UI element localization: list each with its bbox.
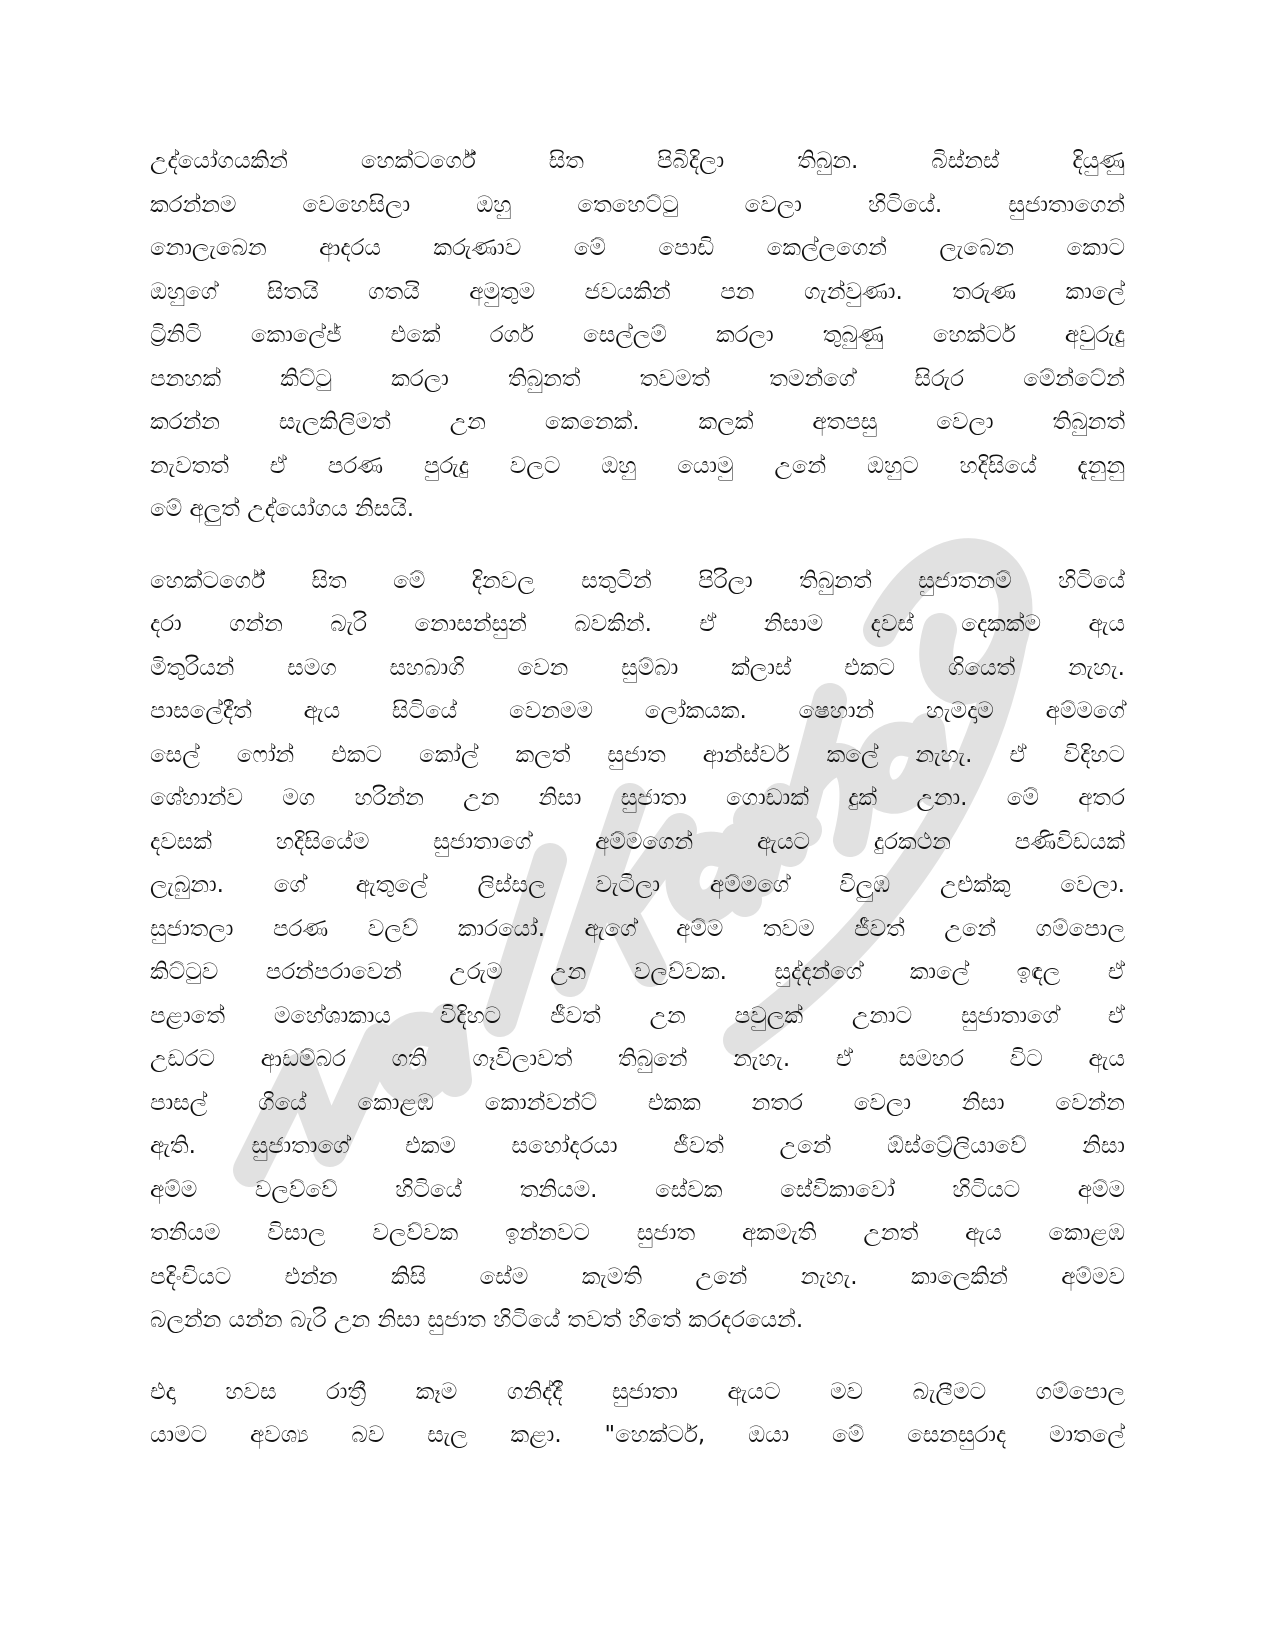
text-line: පදිංචියට එන්න කිසි සේම කැමති උනේ නැහැ. කාලෙකින් අම්මව <box>150 1263 1125 1290</box>
text-line: කිට්ටුව පරන්පරාවෙන් උරුම උන වලව්වක. සුද්දන්ගේ කාලේ ඉඳල ඒ <box>150 959 1125 985</box>
text-line: කරන්න සැලකිලිමත් උන කෙනෙක්. කලක් අතපසු වෙලා තිබුනත් <box>150 409 1125 435</box>
text-line: එදා හවස රාත්‍රී කෑම ගනිද්දී සුජාතා ඇයට මව බැලීමට ගම්පොල <box>150 1378 1125 1405</box>
text-line: සෙල් ෆෝන් එකට කෝල් කලත් සුජාත ආන්ස්වර් කලේ නැහැ. ඒ විදිහට <box>150 741 1125 768</box>
text-line: ලැබුනා. ගේ ඇතුලේ ලිස්සල වැටිලා අම්මගේ විලුඹ උළුක්කු වෙලා. <box>150 872 1125 898</box>
paragraph-3 <box>150 1371 1125 1458</box>
text-line: උඩරට ආඩම්බර ගති ගෑවිලාවත් තිබුනේ නැහැ. ඒ සමහර විට ඇය <box>150 1046 1125 1072</box>
paragraph-1 <box>150 140 1125 532</box>
document-page <box>150 140 1125 1486</box>
text-line: ට්‍රිනිටි කොලේජ් එකේ රගර් සෙල්ලම් කරලා තුබුණු හෙක්ටර් අවුරුදු <box>150 322 1125 348</box>
text-line: දරා ගන්න බැරි නොසන්සුන් බවකින්. ඒ නිසාම දවස් දෙකක්ම ඇය <box>150 611 1125 637</box>
text-line: අම්ම වලව්වේ හිටියේ තනියම. සේවක සේවිකාවෝ හිටියට අම්ම <box>150 1176 1125 1203</box>
text-line: බලන්න යන්න බැරි උන නිසා සුජාත හිටියේ තවත් හිතේ කරදරයෙන්. <box>150 1307 804 1333</box>
text-line: නොලැබෙන ආදරය කරුණාව මේ පොඩි කෙල්ලගෙන් ලැබෙන කොට <box>150 235 1125 261</box>
text-line: නැවතත් ඒ පරණ පුරුදු වලට ඔහු යොමු උනේ ඔහුට හදිසියේ දැනුනු <box>150 452 1125 479</box>
text-line: පනහක් කිට්ටු කරලා තිබුනත් තවමත් තමන්ගේ සිරුර මේන්ටේන් <box>150 365 1125 392</box>
text-line: තනියම විසාල වලව්වක ඉන්නවට සුජාත අකමැති උනත් ඇය කොළඹ <box>150 1220 1125 1246</box>
text-line: මේ අලුත් උද්යෝගය නිසයි. <box>150 496 415 522</box>
text-line: දවසක් හදිසියේම සුජාතාගේ අම්මගෙන් ඇයට දුරකථන පණිවිඩයක් <box>150 828 1125 855</box>
text-line: ඔහුගේ සිතයි ගතයි අමුතුම ජවයකින් පන ගැන්වුණා. තරුණ කාලේ <box>150 278 1125 305</box>
text-line: යාමට අවශ්‍ය බව සැල කළා. "හෙක්ටර්, ඔයා මේ සෙනසුරාද මාතලේ <box>150 1422 1125 1448</box>
text-line: පළාතේ මහේශාකාය විදිහට ජීවත් උන පවුලක් උනාට සුජාතාගේ ඒ <box>150 1002 1125 1029</box>
text-line: ශේහාන්ව මග හරින්න උන නිසා සුජාතා ගොඩාක් දුක් උනා. මේ අතර <box>150 785 1125 811</box>
text-line: ඇති. සුජාතාගේ එකම සහෝදරයා ජීවත් උනේ ඕස්ට්‍රේලියාවේ නිසා <box>150 1133 1125 1159</box>
paragraph-2 <box>150 560 1125 1343</box>
text-line: පාසල් ගියේ කොළඹ කොන්වන්ට් එකක නතර වෙලා නිසා වෙන්න <box>150 1089 1125 1116</box>
text-line: සුජාතලා පරණ වලව් කාරයෝ. ඇගේ අම්ම තවම ජීවත් උනේ ගම්පොල <box>150 915 1125 942</box>
text-line: මිතුරියන් සමග සහබාගි වෙන සුම්බා ක්ලාස් එකට ගියෙත් නැහැ. <box>150 654 1125 681</box>
text-line: පාසලේදීත් ඇය සිටියේ වෙනමම ලෝකයක. ෂෙහාන් හැමදාම අම්මගේ <box>150 698 1125 724</box>
text-line: හෙක්ටර්ගේ සිත මේ දිනවල සතුටින් පිරිලා තිබුනත් සුජාතනම් හිටියේ <box>150 567 1125 594</box>
text-line: උද්යෝගයකින් හෙක්ටර්ගේ සිත පිබිදිලා තිබුන. බිස්නස් දියුණු <box>150 148 1125 174</box>
text-line: කරන්නම වෙහෙසිලා ඔහු තෙහෙට්ටු වෙලා හිටියේ. සුජාතාගෙන් <box>150 191 1125 218</box>
